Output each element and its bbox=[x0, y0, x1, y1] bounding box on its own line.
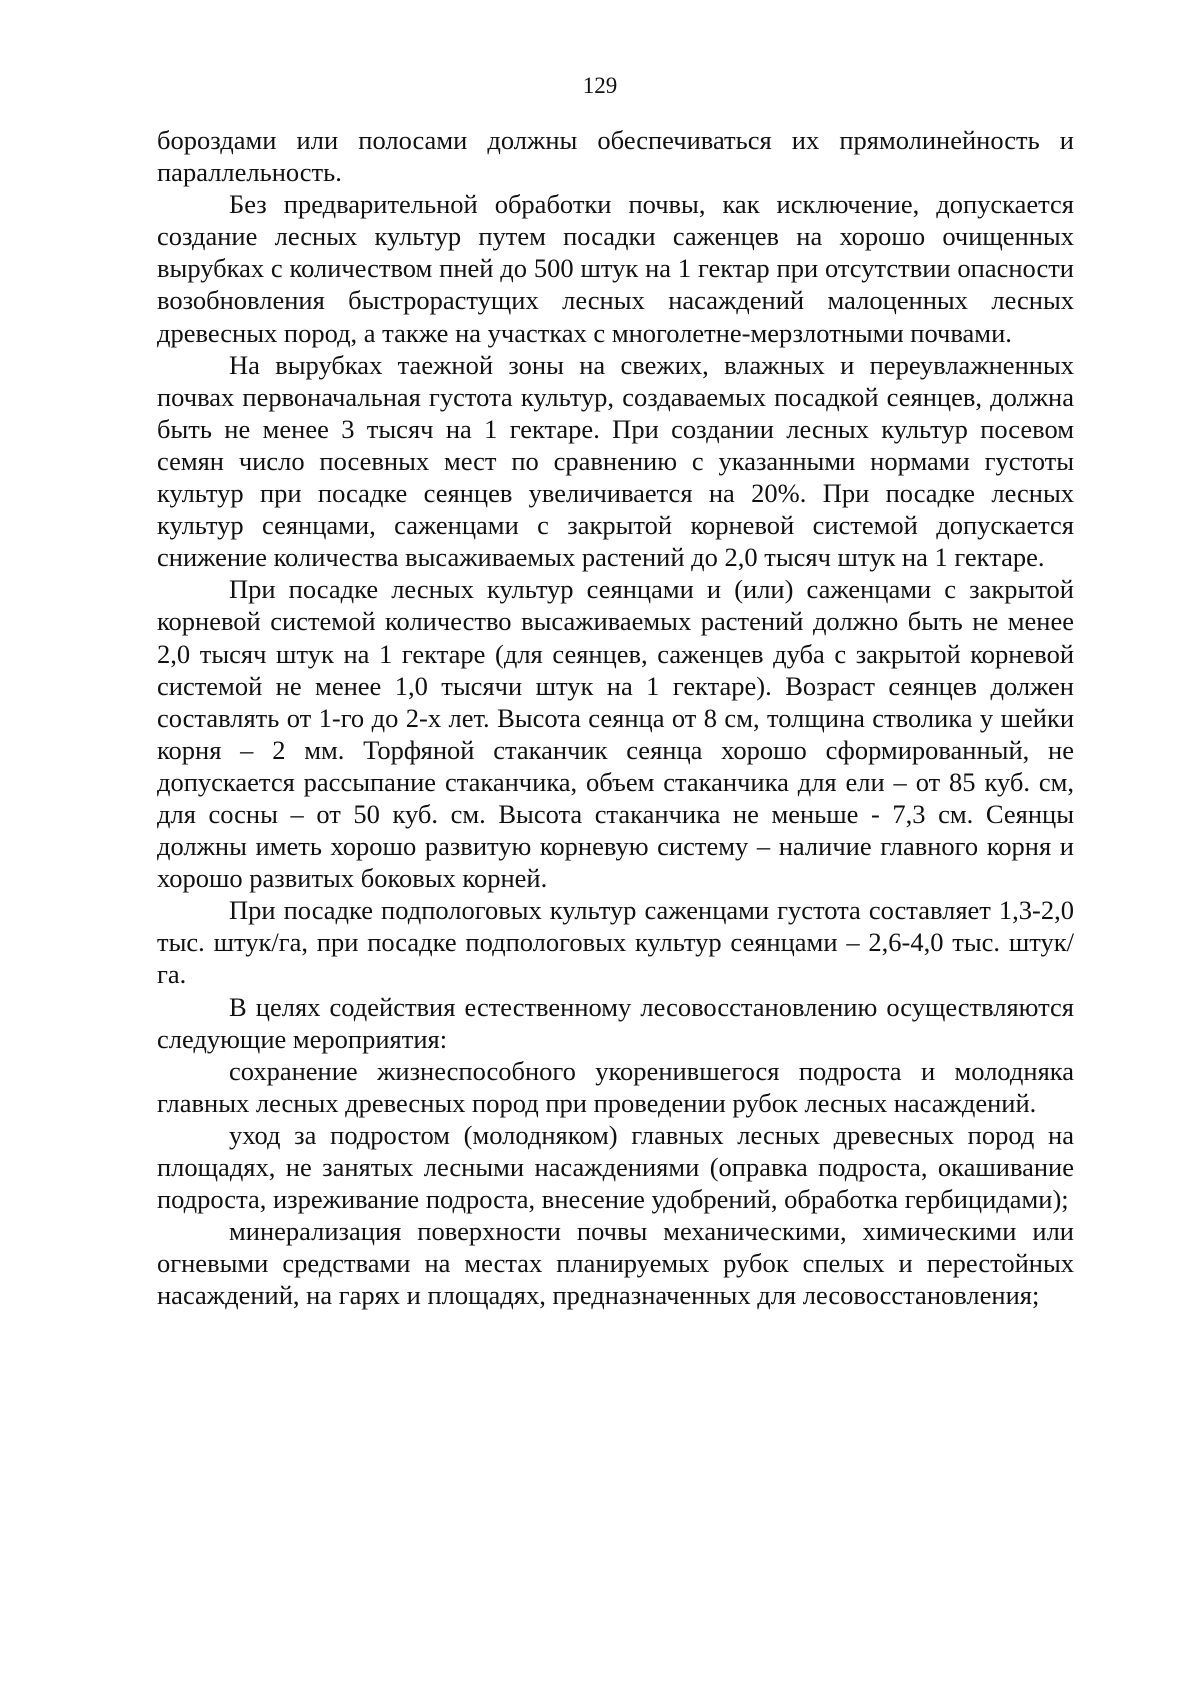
page-number: 129 bbox=[582, 73, 618, 98]
paragraph: На вырубках таежной зоны на свежих, влажных и переувлажненных почвах первоначальная густота культур, создаваемых посадкой сеянцев, должна быть не менее 3 тысяч на 1 гектаре. При создании лесных культур посевом семян число посевных мест по сравнению с указанными нормами густоты культур при посадке сеянцев увеличивается на 20%. При посадке лесных культур сеянцами, саженцами с закрытой корневой системой допускается снижение количества высаживаемых растений до 2,0 тысяч штук на 1 гектаре. bbox=[157, 349, 1074, 573]
list-item: уход за подростом (молодняком) главных лесных древесных пород на площадях, не занятых лесными насаждениями (оправка подроста, окашивание подроста, изреживание подроста, внесение удобрений, обработка гербицидами); bbox=[157, 1119, 1074, 1215]
paragraph: Без предварительной обработки почвы, как исключение, допускается создание лесных культур путем посадки саженцев на хорошо очищенных вырубках с количеством пней до 500 штук на 1 гектар при отсутствии опасности возобновления быстрорастущих лесных насаждений малоценных лесных древесных пород, а также на участках с многолетне-мерзлотными почвами. bbox=[157, 189, 1074, 348]
paragraph-continuation: бороздами или полосами должны обеспечиваться их прямолинейность и параллельность. bbox=[157, 125, 1074, 188]
list-item: минерализация поверхности почвы механическими, химическими или огневыми средствами на местах планируемых рубок спелых и перестойных насаждений, на гарях и площадях, предназначенных для лесовосстановления; bbox=[157, 1216, 1074, 1311]
paragraph: При посадке лесных культур сеянцами и (или) саженцами с закрытой корневой системой количество высаживаемых растений должно быть не менее 2,0 тысяч штук на 1 гектаре (для сеянцев, саженцев дуба с закрытой корневой системой не менее 1,0 тысячи штук на 1 гектаре). Возраст сеянцев должен составлять от 1-го до 2-х лет. Высота сеянца от 8 см, толщина стволика у шейки корня – 2 мм. Торфяной стаканчик сеянца хорошо сформированный, не допускается рассыпание стаканчика, объем стаканчика для ели – от 85 куб. см, для сосны – от 50 куб. см. Высота стаканчика не меньше - 7,3 см. Сеянцы должны иметь хорошо развитую корневую систему – наличие главного корня и хорошо развитых боковых корней. bbox=[157, 574, 1074, 894]
document-body bbox=[157, 124, 1074, 1311]
list-item: сохранение жизнеспособного укоренившегося подроста и молодняка главных лесных древесных пород при проведении рубок лесных насаждений. bbox=[157, 1055, 1074, 1118]
paragraph: При посадке подпологовых культур саженцами густота составляет 1,3-2,0 тыс. штук/га, при посадке подпологовых культур сеянцами – 2,6-4,0 тыс. штук/га. bbox=[157, 895, 1074, 990]
paragraph: В целях содействия естественному лесовосстановлению осуществляются следующие мероприятия: bbox=[157, 991, 1074, 1054]
